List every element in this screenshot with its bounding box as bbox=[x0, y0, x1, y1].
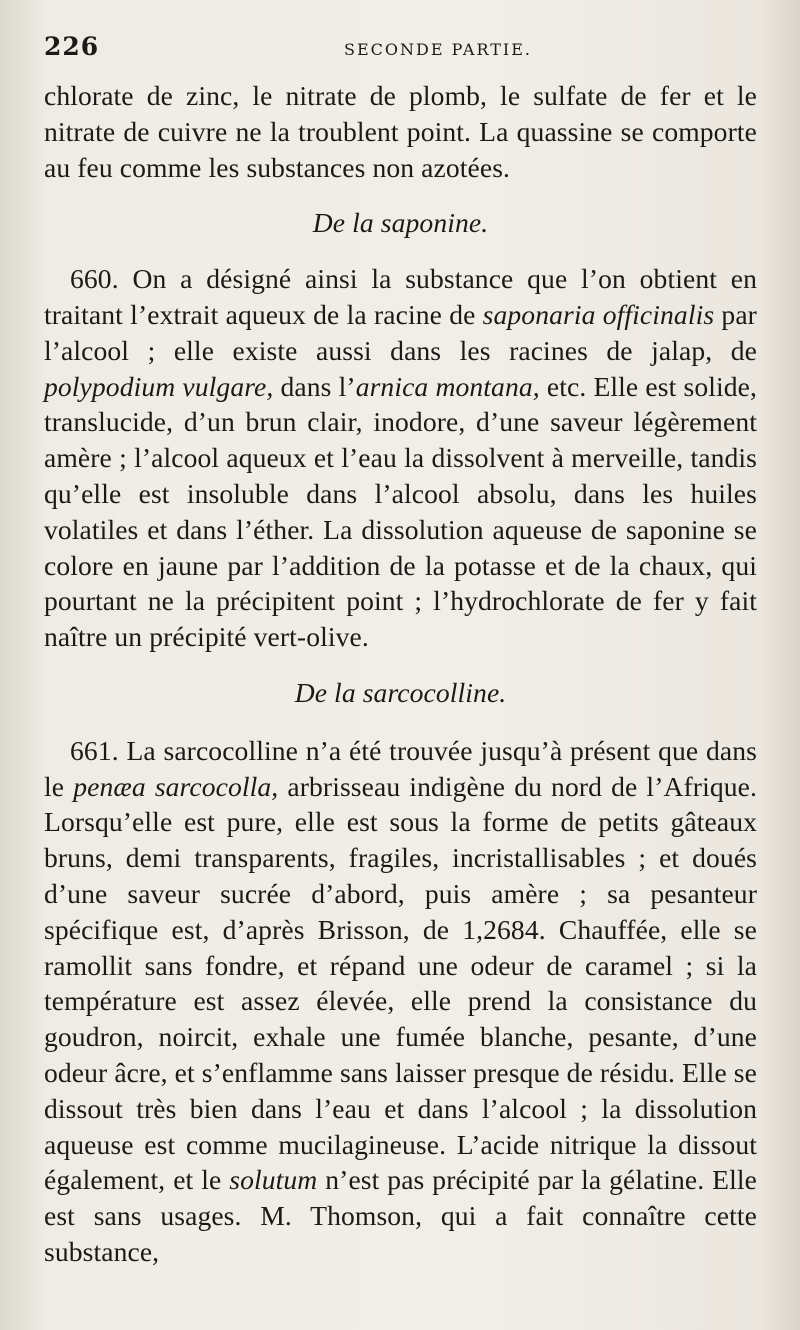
page-body bbox=[44, 78, 757, 1270]
latin-term: saponaria officinalis bbox=[482, 298, 715, 330]
latin-term: solutum bbox=[229, 1164, 318, 1196]
section-heading-saponine: De la saponine. bbox=[312, 207, 489, 239]
paragraph-quassine-end: chlorate de zinc, le nitrate de plomb, le sulfate de fer et le nitrate de cuivre ne la troublent point. La quassine se comporte au feu comme les substances non azotées. bbox=[44, 80, 757, 183]
paragraph-number: 660. bbox=[70, 263, 119, 295]
latin-term: arnica montana, bbox=[355, 370, 540, 402]
paragraph-661: 661. La sarcocolline n’a été trouvée jusqu’à présent que dans le penæa sarcocolla, arbrisseau indigène du nord de l’Afrique. Lorsqu’elle est pure, elle est sous la forme de petits gâteaux bruns, demi transparents, fragiles, incristallisables ; et doués d’une saveur sucrée d’abord, puis amère ; sa pesanteur spécifique est, d’après Brisson, de 1,2684. Chauffée, elle se ramollit sans fondre, et répand une odeur de caramel ; si la température est assez élevée, elle prend la consistance du goudron, noircit, exhale une fumée blanche, pesante, d’une odeur âcre, et s’enflamme sans laisser presque de résidu. Elle se dissout très bien dans l’eau et dans l’alcool ; la dissolution aqueuse est comme mucilagineuse. L’acide nitrique la dissout également, et le solutum n’est pas précipité par la gélatine. Elle est sans usages. M. Thomson, qui a fait connaître cette substance, bbox=[44, 734, 758, 1267]
page-header bbox=[44, 32, 756, 64]
paragraph-number: 661. bbox=[70, 734, 119, 766]
section-heading-sarcocolline: De la sarcocolline. bbox=[294, 676, 507, 708]
latin-term: polypodium vulgare, bbox=[44, 370, 274, 402]
running-head: SECONDE PARTIE. bbox=[344, 40, 532, 59]
paragraph-660: 660. On a désigné ainsi la substance que l’on obtient en traitant l’extrait aqueux de la racine de saponaria officinalis par l’alcool ; elle existe aussi dans les racines de jalap, de polypodium vulgare, dans l’arnica montana, etc. Elle est solide, translucide, d’un brun clair, inodore, d’une saveur légèrement amère ; l’alcool aqueux et l’eau la dissolvent à merveille, tandis qu’elle est insoluble dans l’alcool absolu, dans les huiles volatiles et dans l’éther. La dissolution aqueuse de saponine se colore en jaune par l’addition de la potasse et de la chaux, qui pourtant ne la précipitent point ; l’hydrochlorate de fer y fait naître un précipité vert-olive. bbox=[44, 263, 757, 653]
latin-term: penæa sarcocolla, bbox=[73, 770, 279, 802]
page-number: 226 bbox=[44, 32, 100, 61]
